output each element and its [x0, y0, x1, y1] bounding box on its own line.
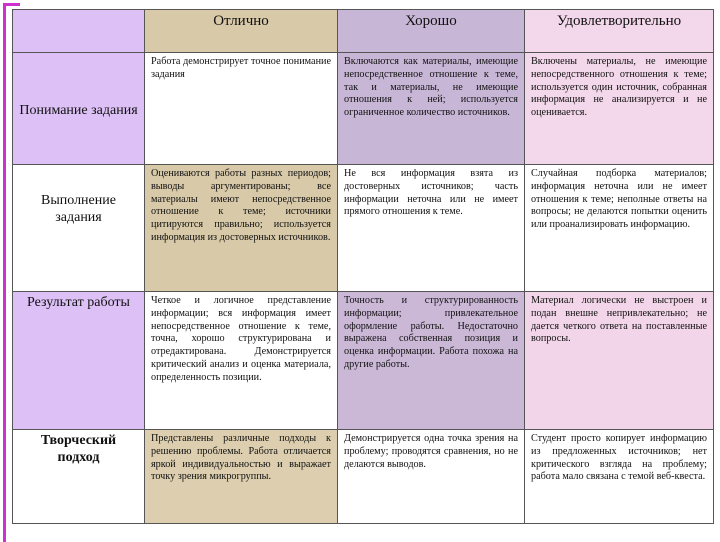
table-row [13, 292, 714, 430]
row-header-execution: Выполнение задания [13, 165, 145, 292]
table-cell: Работа демонстрирует точное понимание задания [145, 53, 338, 165]
table-cell: Оцениваются работы разных периодов; выводы аргументированы; все материалы имеют непосредственное отношение к теме; источники цитируются правильно; используется информация из достоверных источников. [145, 165, 338, 292]
table-row [13, 165, 714, 292]
table-cell: Демонстрируется одна точка зрения на проблему; проводятся сравнения, но не делаются выводов. [338, 430, 525, 524]
column-header-satisfactory: Удовлетворительно [525, 10, 714, 53]
table-cell: Включены материалы, не имеющие непосредственного отношения к теме; используется один источник, собранная информация не анализируется и не оценивается. [525, 53, 714, 165]
table-cell: Случайная подборка материалов; информация неточна или не имеет отношения к теме; неполные ответы на вопросы; не делаются попытки оценить или проанализировать информацию. [525, 165, 714, 292]
row-header-creativity: Творческий подход [13, 430, 145, 524]
table-cell: Студент просто копирует информацию из предложенных источников; нет критического взгляда на проблему; работа мало связана с темой веб-квеста. [525, 430, 714, 524]
decorative-bracket-line [3, 42, 6, 542]
table-cell: Четкое и логичное представление информации; вся информация имеет непосредственное отношение к теме, точна, хорошо структурирована и отредактирована. Демонстрируется критический анализ и оценка материала, определенность позиции. [145, 292, 338, 430]
corner-cell [13, 10, 145, 53]
table-cell: Материал логически не выстроен и подан внешне непривлекательно; не дается четкого ответа на поставленные вопросы. [525, 292, 714, 430]
column-header-excellent: Отлично [145, 10, 338, 53]
table-cell: Включаются как материалы, имеющие непосредственное отношение к теме, так и материалы, не имеющие отношения к ней; используется ограниченное количество источников. [338, 53, 525, 165]
table-row [13, 53, 714, 165]
table-cell: Представлены различные подходы к решению проблемы. Работа отличается яркой индивидуальностью и выражает точку зрения микрогруппы. [145, 430, 338, 524]
table-cell: Точность и структурированность информации; привлекательное оформление работы. Недостаточно выражена собственная позиция и оценка информации. Работа похожа на другие работы. [338, 292, 525, 430]
table-row [13, 430, 714, 524]
header-row [13, 10, 714, 53]
row-header-understanding: Понимание задания [13, 53, 145, 165]
column-header-good: Хорошо [338, 10, 525, 53]
row-header-result: Результат работы [13, 292, 145, 430]
table-cell: Не вся информация взята из достоверных источников; часть информации неточна или не имеет прямого отношения к теме. [338, 165, 525, 292]
rubric-table [12, 9, 714, 524]
